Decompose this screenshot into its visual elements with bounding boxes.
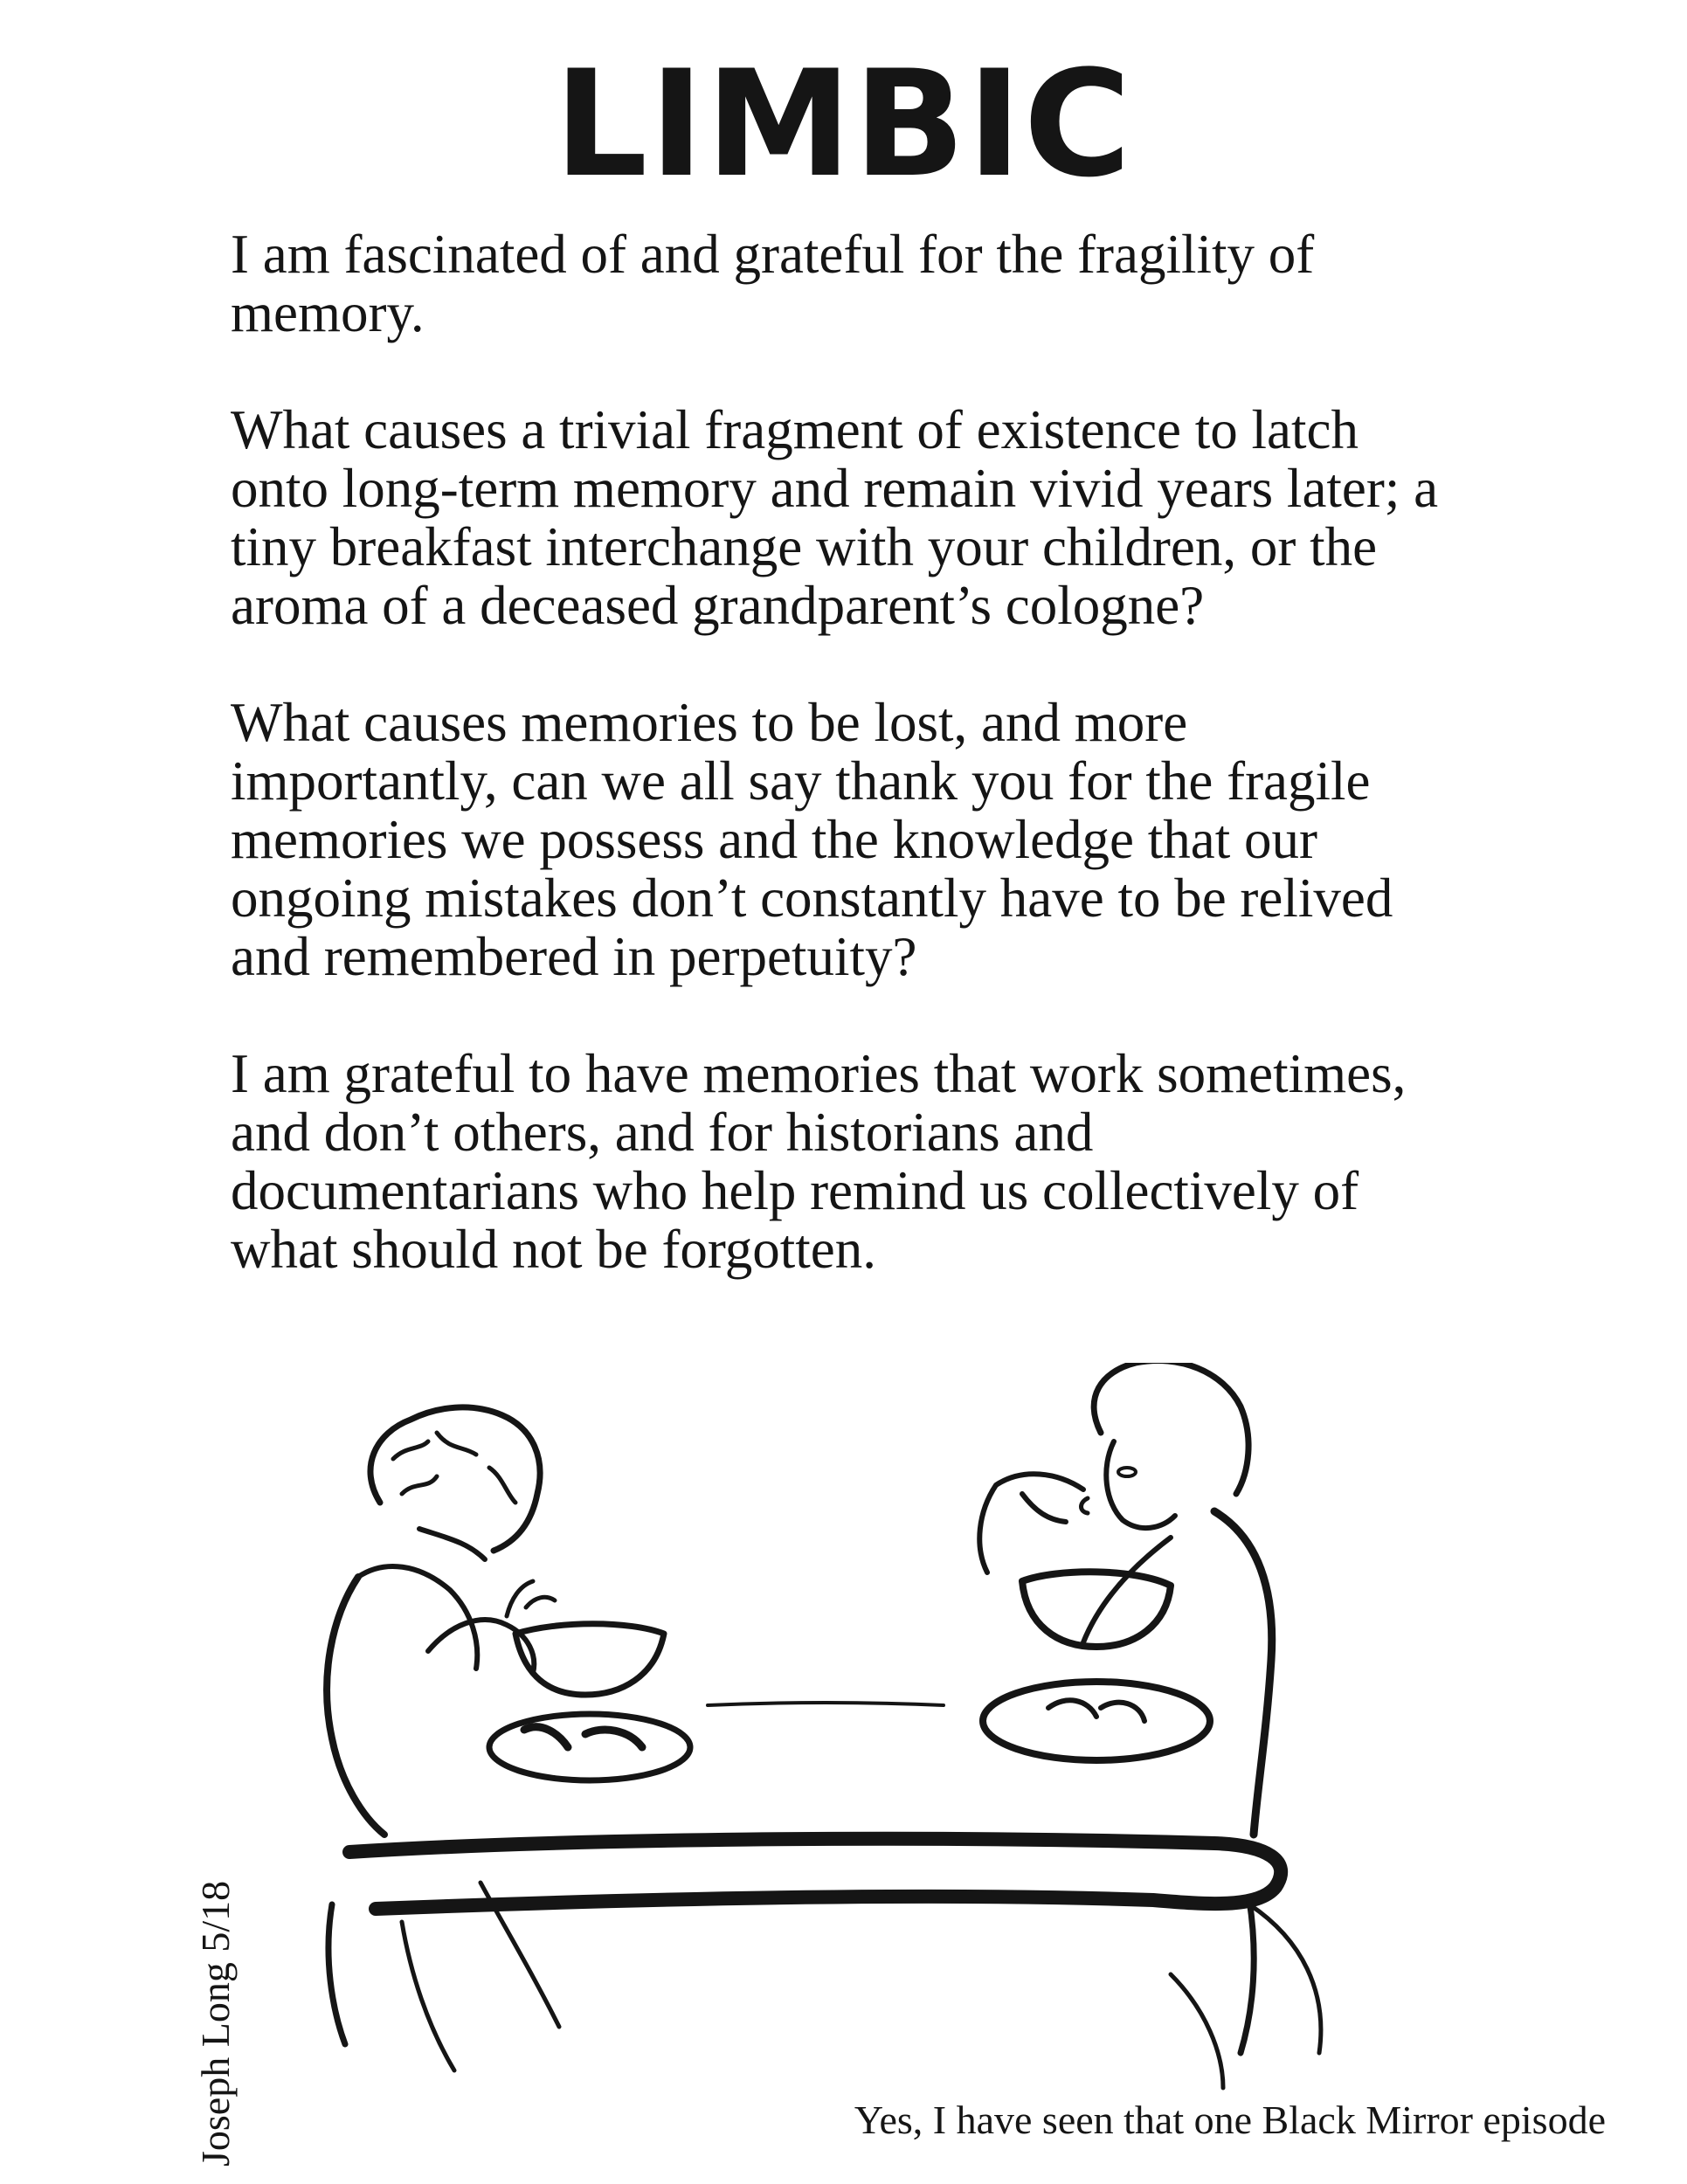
page-title: LIMBIC: [554, 38, 1133, 210]
left-child-figure: [327, 1407, 559, 2070]
table-edge: [328, 1839, 1281, 2053]
breakfast-illustration: [297, 1363, 1520, 2149]
paragraph-1: I am fascinated of and grateful for the fragility of memory.: [231, 224, 1315, 343]
illustration-caption: Yes, I have seen that one Black Mirror episode: [854, 2098, 1606, 2142]
left-bowl-and-plate: [489, 1624, 690, 1780]
paragraph-4: I am grateful to have memories that work sometimes, and don’t others, and for historians and documentarians who help remind us collectively of what should not be forgotten.: [231, 1043, 1407, 1280]
essay-body: [231, 225, 1454, 1337]
artist-signature: Joseph Long 5/18: [193, 1880, 238, 2167]
right-bowl-and-plate: [983, 1572, 1210, 1760]
paragraph-3: What causes memories to be lost, and more importantly, can we all say thank you for the fragile memories we possess and the knowledge that our ongoing mistakes don’t constantly have to be relived and remembered in perpetuity?: [231, 692, 1393, 987]
right-child-figure: [979, 1363, 1321, 2088]
table-center-line: [708, 1703, 944, 1705]
paragraph-2: What causes a trivial fragment of existence to latch onto long-term memory and remain vivid years later; a tiny breakfast interchange with your children, or the aroma of a deceased grandparent’s cologne?: [231, 399, 1439, 636]
